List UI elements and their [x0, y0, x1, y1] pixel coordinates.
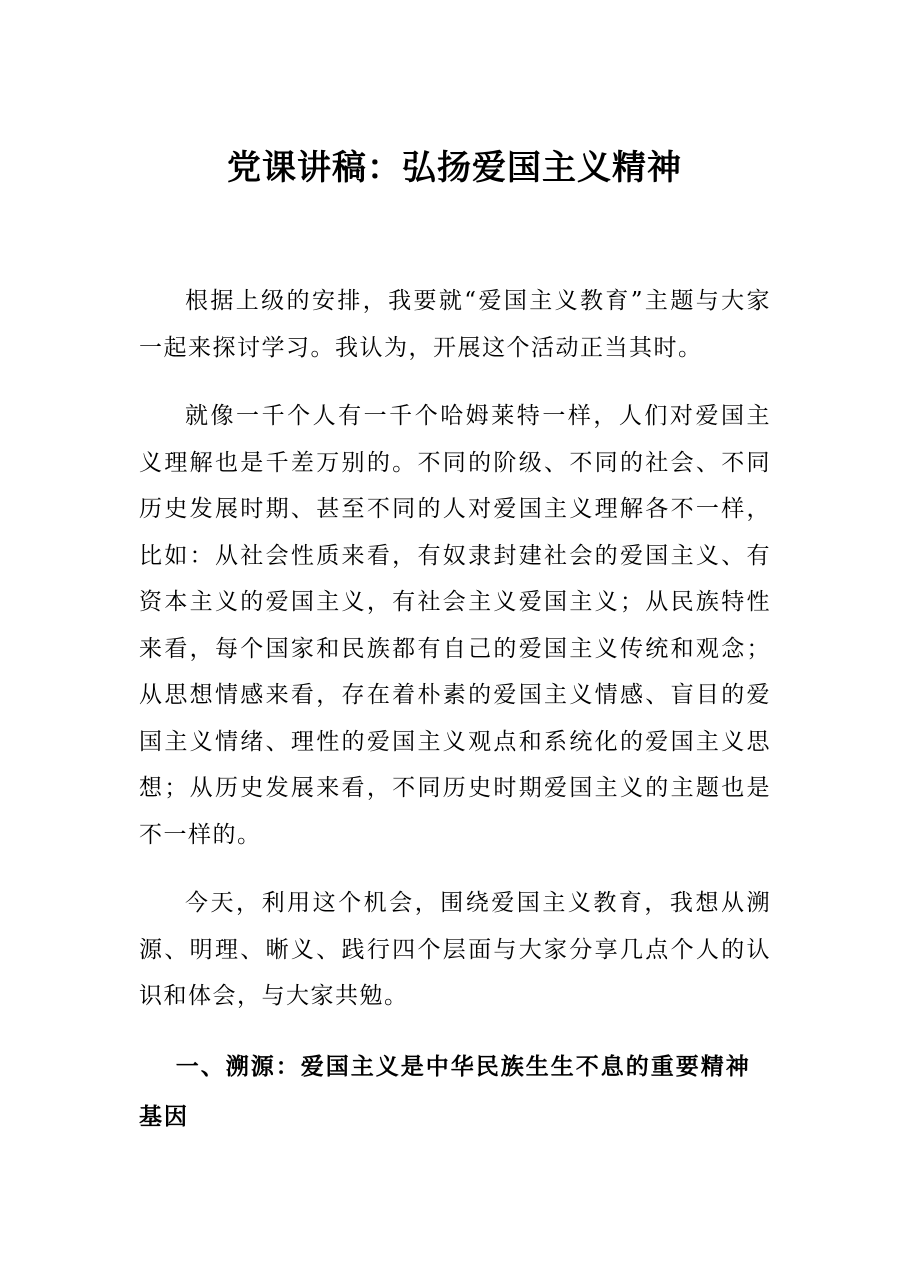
paragraph-understanding: 就像一千个人有一千个哈姆莱特一样，人们对爱国主义理解也是千差万别的。不同的阶级、不同的社会、不同历史发展时期、甚至不同的人对爱国主义理解各不一样，比如：从社会性质来看，有奴隶封建社会的爱国主义、有资本主义的爱国主义，有社会主义爱国主义；从民族特性来看，每个国家和民族都有自己的爱国主义传统和观念；从思想情感来看，存在着朴素的爱国主义情感、盲目的爱国主义情绪、理性的爱国主义观点和系统化的爱国主义思想；从历史发展来看，不同历史时期爱国主义的主题也是不一样的。: [139, 403, 771, 848]
section-heading: 一、溯源：爱国主义是中华民族生生不息的重要精神基因: [139, 1053, 751, 1130]
paragraph-intro: 根据上级的安排，我要就“爱国主义教育”主题与大家一起来探讨学习。我认为，开展这个活动正当其时。: [139, 288, 771, 361]
paragraph-outline: 今天，利用这个机会，围绕爱国主义教育，我想从溯源、明理、晰义、践行四个层面与大家分享几点个人的认识和体会，与大家共勉。: [139, 890, 771, 1009]
document-body: [139, 278, 771, 1142]
document-title: 党课讲稿：弘扬爱国主义精神: [227, 148, 682, 188]
